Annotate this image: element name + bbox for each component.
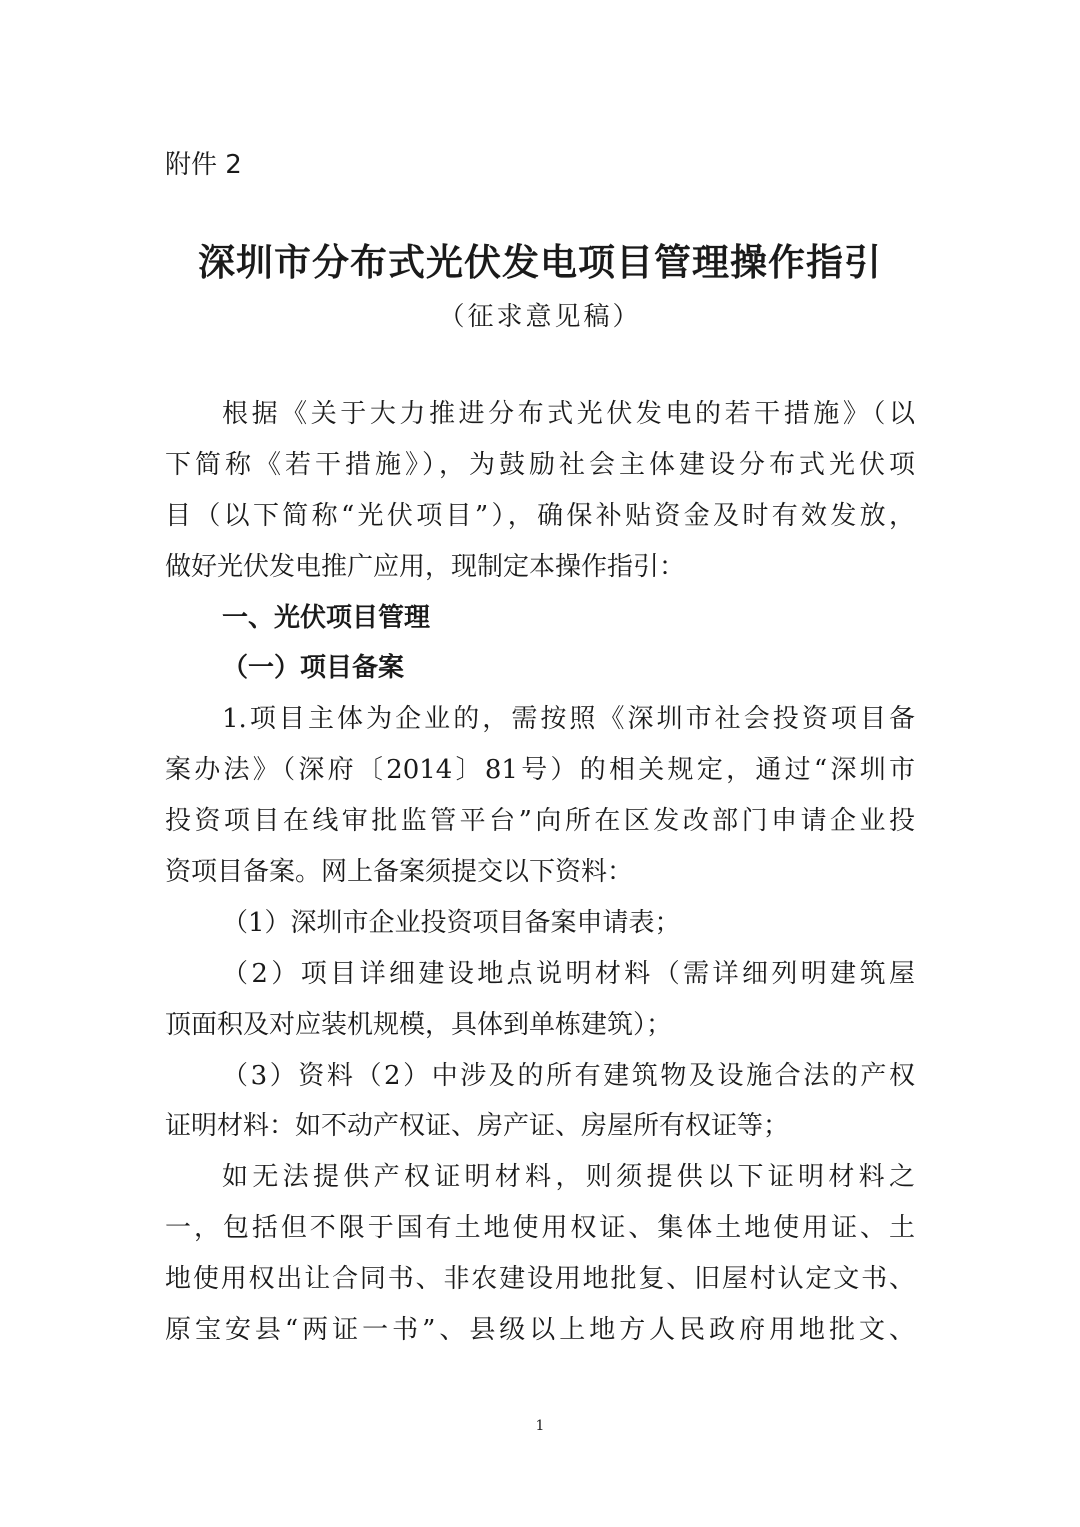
- text-line: （3）资料（2）中涉及的所有建筑物及设施合法的产权: [222, 1060, 915, 1091]
- document-subtitle: （征求意见稿）: [438, 302, 642, 332]
- text-line: 目（以下简称“光伏项目”），确保补贴资金及时有效发放，: [165, 500, 915, 531]
- document-body: [165, 389, 915, 1356]
- text-line: 根据《关于大力推进分布式光伏发电的若干措施》（以: [222, 399, 915, 429]
- text-line: 顶面积及对应装机规模，具体到单栋建筑）；: [165, 1009, 673, 1040]
- attachment-label: 附件 2: [165, 150, 242, 180]
- text-line: 做好光伏发电推广应用，现制定本操作指引：: [165, 551, 686, 582]
- text-line: 1.项目主体为企业的，需按照《深圳市社会投资项目备: [222, 704, 915, 735]
- section-heading: （一）项目备案: [222, 653, 405, 684]
- text-line: 原宝安县“两证一书”、县级以上地方人民政府用地批文、: [165, 1315, 915, 1346]
- section-heading: 一、光伏项目管理: [222, 602, 431, 633]
- page-number: 1: [535, 1418, 545, 1434]
- text-line: 地使用权出让合同书、非农建设用地批复、旧屋村认定文书、: [165, 1264, 915, 1295]
- text-line: 一，包括但不限于国有土地使用权证、集体土地使用证、土: [165, 1213, 915, 1244]
- text-line: 案办法》（深府〔2014〕81号）的相关规定，通过“深圳市: [165, 755, 915, 786]
- text-line: 如无法提供产权证明材料，则须提供以下证明材料之: [222, 1162, 915, 1193]
- text-line: 下简称《若干措施》），为鼓励社会主体建设分布式光伏项: [165, 449, 915, 480]
- text-line: 资项目备案。网上备案须提交以下资料：: [165, 857, 634, 888]
- text-line: （1）深圳市企业投资项目备案申请表；: [222, 907, 681, 938]
- text-line: 证明材料：如不动产权证、房产证、房屋所有权证等；: [165, 1111, 790, 1142]
- document-title: 深圳市分布式光伏发电项目管理操作指引: [198, 241, 882, 284]
- text-line: 投资项目在线审批监管平台”向所在区发改部门申请企业投: [165, 806, 915, 837]
- text-line: （2）项目详细建设地点说明材料（需详细列明建筑屋: [222, 958, 915, 989]
